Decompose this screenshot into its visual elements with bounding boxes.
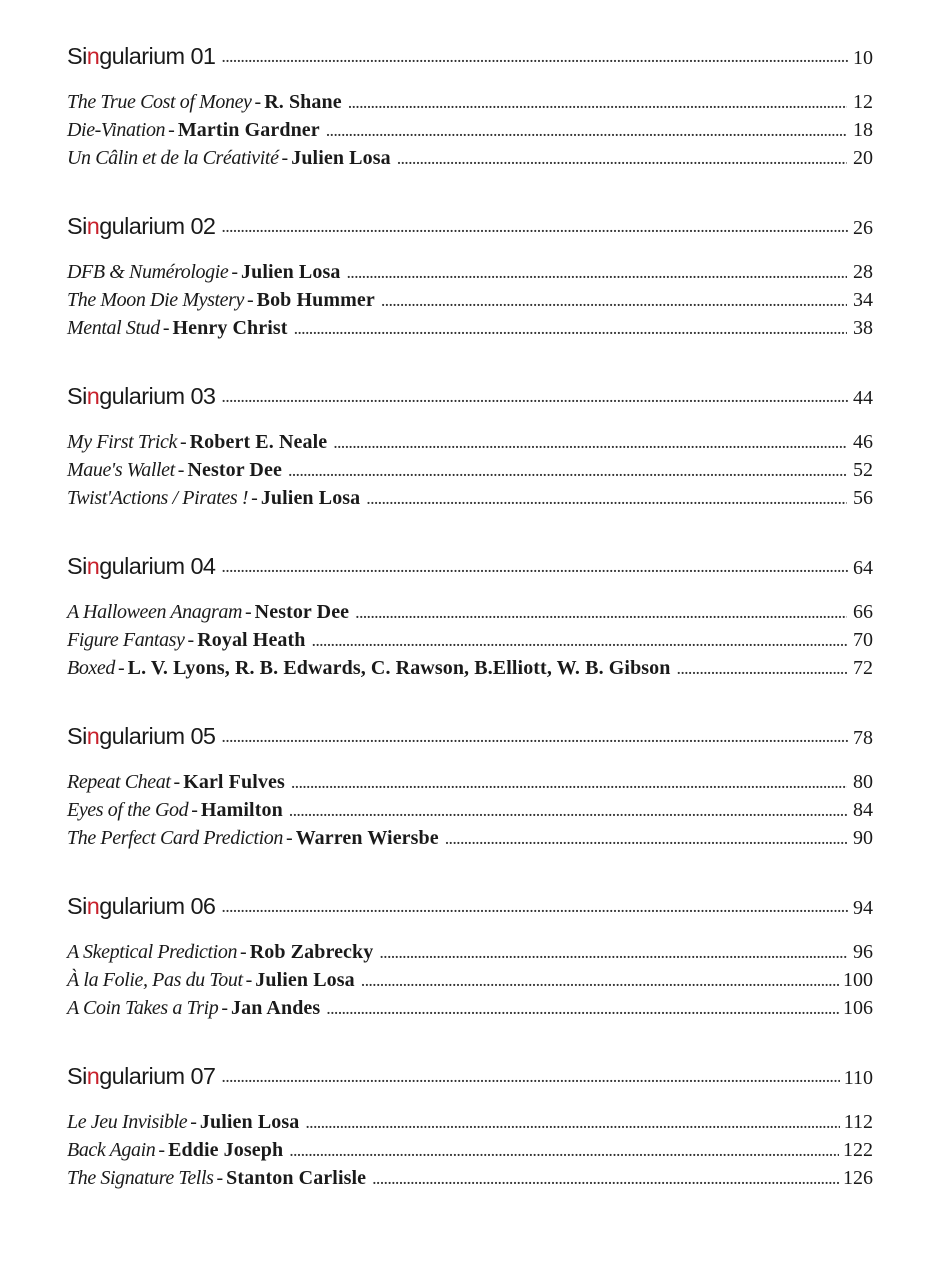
dot-leader — [221, 36, 849, 76]
dot-leader — [381, 286, 847, 314]
toc-entry[interactable] — [67, 796, 873, 824]
toc-section-07 — [67, 1056, 873, 1192]
toc-entry[interactable] — [67, 484, 873, 512]
entry-author: Stanton Carlisle — [226, 1167, 367, 1189]
entry-separator: - — [254, 91, 262, 113]
section-heading[interactable] — [67, 206, 873, 246]
dot-leader — [346, 258, 847, 286]
toc-section-01 — [67, 36, 873, 206]
entry-author: Julien Losa — [260, 487, 361, 509]
dot-leader — [221, 376, 849, 416]
toc-entry[interactable] — [67, 144, 873, 172]
entry-author: Hamilton — [200, 799, 283, 821]
toc-entry[interactable] — [67, 1164, 873, 1192]
section-heading[interactable] — [67, 1056, 873, 1096]
toc-entry[interactable] — [67, 314, 873, 342]
entry-page-number: 34 — [853, 289, 873, 311]
entry-title: Repeat Cheat — [67, 771, 171, 793]
section-title: Singularium 06 — [67, 893, 216, 919]
entry-separator: - — [168, 119, 175, 141]
section-page-number: 44 — [853, 387, 873, 409]
entry-separator: - — [158, 1139, 166, 1161]
section-page-number: 26 — [853, 217, 873, 239]
dot-leader — [372, 1164, 839, 1192]
entry-title: Eyes of the God — [67, 799, 189, 821]
section-title: Singularium 07 — [67, 1063, 216, 1089]
entry-title: Figure Fantasy — [67, 629, 185, 651]
entry-title: A Skeptical Prediction — [67, 941, 238, 963]
section-heading[interactable] — [67, 546, 873, 586]
entry-page-number: 106 — [843, 997, 873, 1019]
entry-title: Boxed — [67, 657, 115, 679]
section-title: Singularium 03 — [67, 383, 216, 409]
entry-page-number: 96 — [853, 941, 873, 963]
entry-author: Rob Zabrecky — [249, 941, 374, 963]
toc-entry[interactable] — [67, 1136, 873, 1164]
toc-section-05 — [67, 716, 873, 886]
entry-author: Julien Losa — [255, 969, 355, 991]
entry-separator: - — [177, 459, 185, 481]
entry-author: Julien Losa — [241, 261, 341, 283]
toc-section-03 — [67, 376, 873, 546]
dot-leader — [397, 144, 847, 172]
dot-leader — [312, 626, 847, 654]
entry-separator: - — [246, 289, 254, 311]
entry-title: Maue's Wallet — [67, 459, 175, 481]
entry-separator: - — [286, 827, 293, 849]
dot-leader — [221, 546, 849, 586]
dot-leader — [445, 824, 847, 852]
entry-page-number: 46 — [853, 431, 873, 453]
entry-author: R. Shane — [264, 91, 342, 113]
entry-separator: - — [162, 317, 170, 339]
toc-entry[interactable] — [67, 428, 873, 456]
entry-separator: - — [191, 799, 198, 821]
dot-leader — [291, 768, 847, 796]
entry-author: Martin Gardner — [177, 119, 320, 141]
entry-separator: - — [187, 629, 195, 651]
toc-section-04 — [67, 546, 873, 716]
entry-separator: - — [231, 261, 238, 283]
entry-title: The Perfect Card Prediction — [67, 827, 284, 849]
entry-page-number: 52 — [853, 459, 873, 481]
toc-entry[interactable] — [67, 116, 873, 144]
entry-page-number: 90 — [853, 827, 873, 849]
entry-page-number: 70 — [853, 629, 873, 651]
entry-author: Robert E. Neale — [189, 431, 328, 453]
dot-leader — [221, 886, 849, 926]
entry-title: My First Trick — [67, 431, 177, 453]
dot-leader — [379, 938, 847, 966]
entry-separator: - — [245, 969, 253, 991]
toc-entry[interactable] — [67, 598, 873, 626]
entry-separator: - — [251, 487, 258, 509]
dot-leader — [326, 994, 839, 1022]
entry-separator: - — [281, 147, 289, 169]
toc-entry[interactable] — [67, 938, 873, 966]
entry-separator: - — [240, 941, 247, 963]
entry-title: The Signature Tells — [67, 1167, 214, 1189]
entry-author: Warren Wiersbe — [295, 827, 439, 849]
toc-entry[interactable] — [67, 824, 873, 852]
section-page-number: 78 — [853, 727, 873, 749]
entry-title: The True Cost of Money — [67, 91, 252, 113]
section-title: Singularium 02 — [67, 213, 216, 239]
toc-entry[interactable] — [67, 456, 873, 484]
table-of-contents — [67, 36, 873, 1192]
entry-page-number: 100 — [843, 969, 873, 991]
entry-page-number: 18 — [853, 119, 873, 141]
dot-leader — [305, 1108, 839, 1136]
entry-separator: - — [173, 771, 181, 793]
entry-page-number: 66 — [853, 601, 873, 623]
toc-entry[interactable] — [67, 88, 873, 116]
dot-leader — [221, 716, 849, 756]
entry-separator: - — [216, 1167, 224, 1189]
entry-title: Mental Stud — [67, 317, 160, 339]
section-page-number: 110 — [843, 1067, 873, 1089]
toc-entry[interactable] — [67, 966, 873, 994]
section-title: Singularium 01 — [67, 43, 216, 69]
section-title: Singularium 05 — [67, 723, 216, 749]
dot-leader — [361, 966, 839, 994]
entry-separator: - — [117, 657, 125, 679]
entry-separator: - — [221, 997, 229, 1019]
dot-leader — [366, 484, 847, 512]
dot-leader — [289, 796, 847, 824]
entry-author: Nestor Dee — [187, 459, 282, 481]
entry-separator: - — [245, 601, 252, 623]
section-heading[interactable] — [67, 36, 873, 76]
toc-entry[interactable] — [67, 654, 873, 682]
section-page-number: 94 — [853, 897, 873, 919]
dot-leader — [289, 1136, 839, 1164]
entry-title: A Halloween Anagram — [67, 601, 242, 623]
toc-entry[interactable] — [67, 286, 873, 314]
entry-page-number: 84 — [853, 799, 873, 821]
entry-separator: - — [190, 1111, 197, 1133]
entry-page-number: 112 — [843, 1111, 873, 1133]
dot-leader — [348, 88, 847, 116]
entry-title: À la Folie, Pas du Tout — [67, 969, 243, 991]
section-page-number: 10 — [853, 47, 873, 69]
entry-author: Nestor Dee — [254, 601, 350, 623]
entry-author: Henry Christ — [172, 317, 288, 339]
entry-author: Julien Losa — [291, 147, 391, 169]
entry-page-number: 56 — [853, 487, 873, 509]
dot-leader — [355, 598, 847, 626]
entry-page-number: 72 — [853, 657, 873, 679]
entry-title: The Moon Die Mystery — [67, 289, 244, 311]
dot-leader — [221, 1056, 839, 1096]
entry-title: Un Câlin et de la Créativité — [67, 147, 279, 169]
toc-entry[interactable] — [67, 626, 873, 654]
entry-title: Le Jeu Invisible — [67, 1111, 188, 1133]
toc-entry[interactable] — [67, 994, 873, 1022]
toc-entry[interactable] — [67, 768, 873, 796]
entry-separator: - — [179, 431, 187, 453]
entry-author: Jan Andes — [231, 997, 321, 1019]
entry-title: Back Again — [67, 1139, 156, 1161]
entry-page-number: 12 — [853, 91, 873, 113]
entry-author: Karl Fulves — [183, 771, 285, 793]
toc-entry[interactable] — [67, 258, 873, 286]
entry-title: DFB & Numérologie — [67, 261, 229, 283]
entry-title: Die-Vination — [67, 119, 166, 141]
entry-page-number: 126 — [843, 1167, 873, 1189]
section-heading[interactable] — [67, 886, 873, 926]
entry-title: A Coin Takes a Trip — [67, 997, 219, 1019]
dot-leader — [294, 314, 847, 342]
entry-page-number: 20 — [853, 147, 873, 169]
entry-author: Julien Losa — [199, 1111, 300, 1133]
dot-leader — [221, 206, 849, 246]
section-heading[interactable] — [67, 716, 873, 756]
dot-leader — [326, 116, 847, 144]
section-heading[interactable] — [67, 376, 873, 416]
section-page-number: 64 — [853, 557, 873, 579]
entry-title: Twist'Actions / Pirates ! — [67, 487, 249, 509]
toc-section-06 — [67, 886, 873, 1056]
entry-author: Bob Hummer — [256, 289, 375, 311]
dot-leader — [677, 654, 847, 682]
entry-page-number: 28 — [853, 261, 873, 283]
entry-page-number: 122 — [843, 1139, 873, 1161]
entry-author: L. V. Lyons, R. B. Edwards, C. Rawson, B.Elliott, W. B. Gibson — [127, 657, 671, 679]
entry-author: Royal Heath — [197, 629, 306, 651]
entry-page-number: 38 — [853, 317, 873, 339]
section-title: Singularium 04 — [67, 553, 216, 579]
dot-leader — [333, 428, 847, 456]
dot-leader — [288, 456, 847, 484]
toc-entry[interactable] — [67, 1108, 873, 1136]
entry-author: Eddie Joseph — [168, 1139, 284, 1161]
toc-section-02 — [67, 206, 873, 376]
entry-page-number: 80 — [853, 771, 873, 793]
